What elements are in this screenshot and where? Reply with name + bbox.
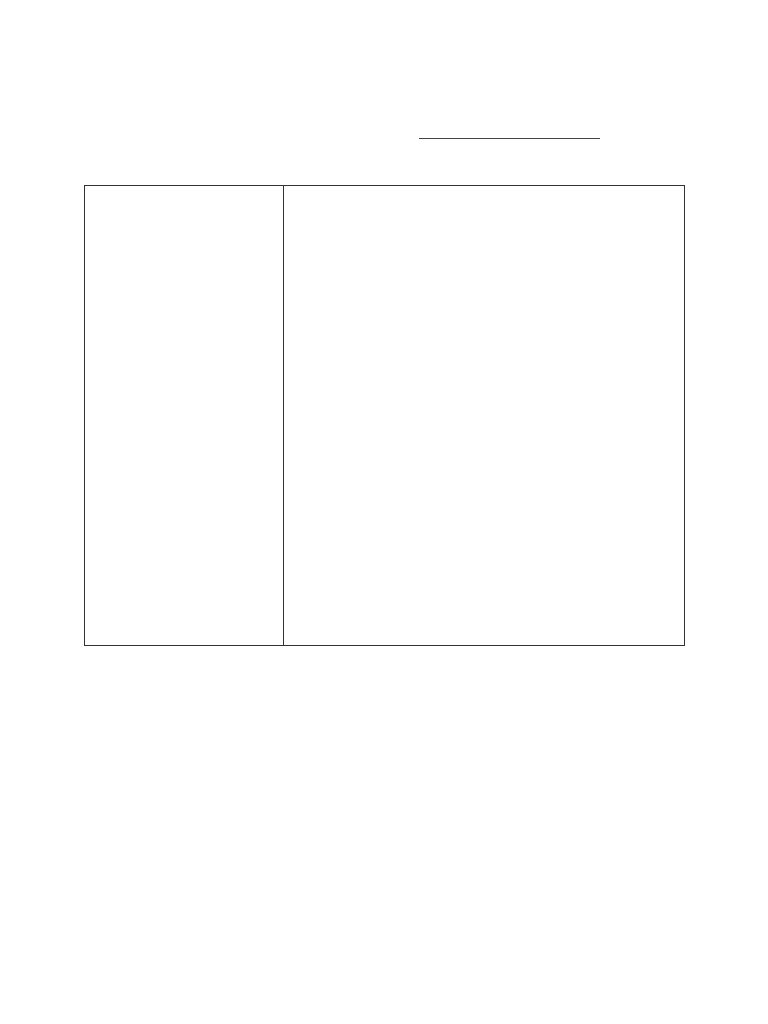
matching-table xyxy=(84,185,685,646)
column-divider xyxy=(283,186,284,645)
name-underline xyxy=(419,138,600,139)
